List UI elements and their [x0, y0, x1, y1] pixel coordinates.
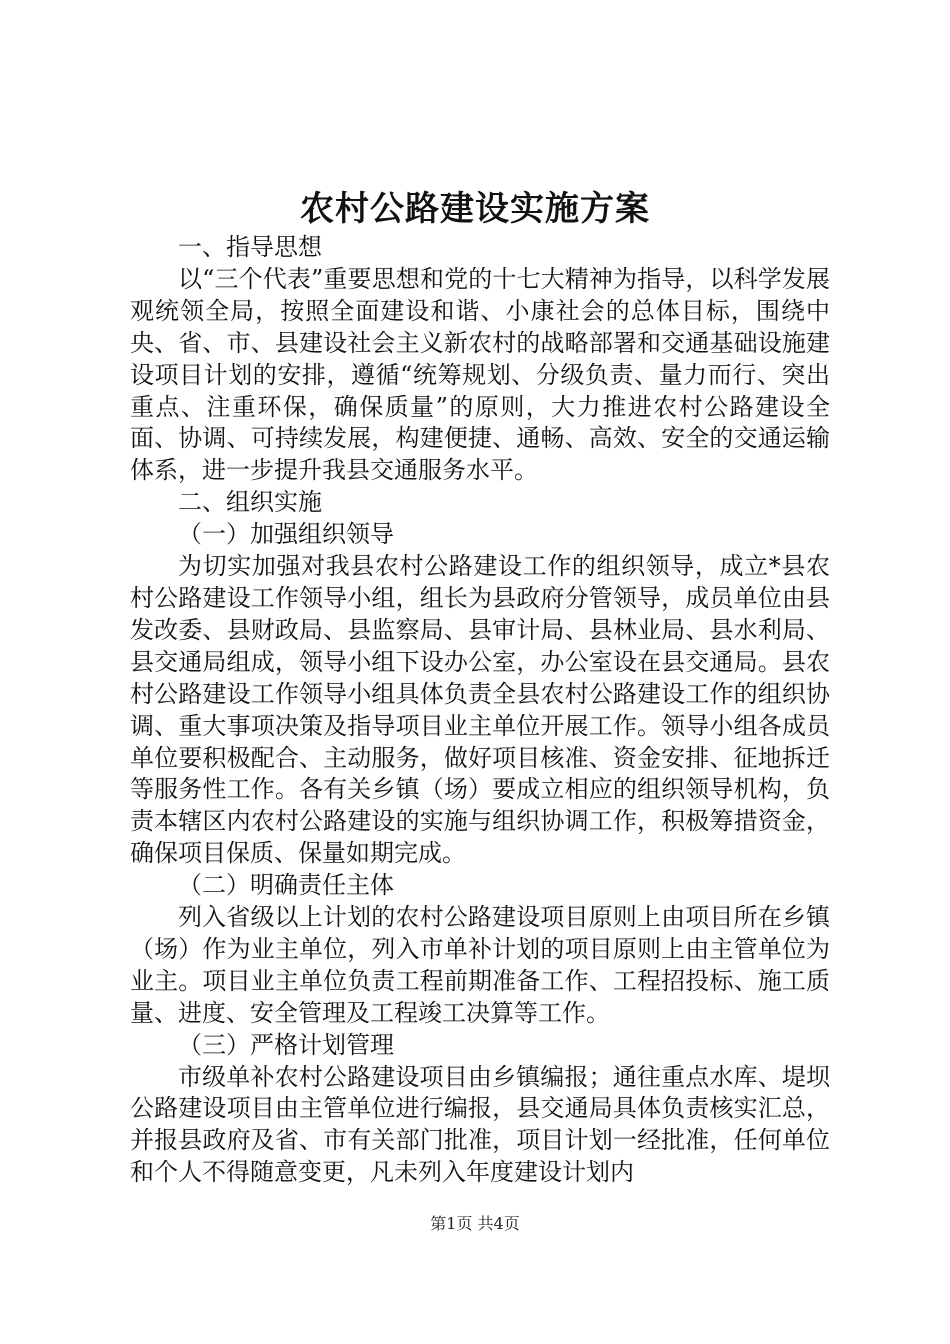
paragraph-plan-management: 市级单补农村公路建设项目由乡镇编报；通往重点水库、堤坝公路建设项目由主管单位进行编报，县交通局具体负责核实汇总，并报县政府及省、市有关部门批准，项目计划一经批准，任何单位和个人不得随意变更，凡未列入年度建设计划内 — [130, 1062, 830, 1187]
subheading-responsibility: （二）明确责任主体 — [178, 871, 394, 900]
document-body — [130, 232, 830, 1189]
paragraph-responsibility: 列入省级以上计划的农村公路建设项目原则上由项目所在乡镇（场）作为业主单位，列入市单补计划的项目原则上由主管单位为业主。项目业主单位负责工程前期准备工作、工程招投标、施工质量、进度、安全管理及工程竣工决算等工作。 — [130, 903, 830, 1027]
page-footer: 第1页 共4页 — [430, 1214, 520, 1233]
subheading-leadership: （一）加强组织领导 — [178, 520, 394, 549]
section-heading-organization: 二、组织实施 — [178, 488, 322, 517]
document-title: 农村公路建设实施方案 — [300, 189, 650, 229]
section-heading-guiding-ideology: 一、指导思想 — [178, 233, 322, 261]
paragraph-leadership: 为切实加强对我县农村公路建设工作的组织领导，成立*县农村公路建设工作领导小组，组长为县政府分管领导，成员单位由县发改委、县财政局、县监察局、县审计局、县林业局、县水利局、县交通局组成，领导小组下设办公室，办公室设在县交通局。县农村公路建设工作领导小组具体负责全县农村公路建设工作的组织协调、重大事项决策及指导项目业主单位开展工作。领导小组各成员单位要积极配合、主动服务，做好项目核准、资金安排、征地拆迁等服务性工作。各有关乡镇（场）要成立相应的组织领导机构，负责本辖区内农村公路建设的实施与组织协调工作，积极筹措资金，确保项目保质、保量如期完成。 — [130, 552, 830, 868]
subheading-plan-management: （三）严格计划管理 — [178, 1030, 394, 1059]
paragraph-guiding-ideology: 以“三个代表”重要思想和党的十七大精神为指导，以科学发展观统领全局，按照全面建设和谐、小康社会的总体目标，围绕中央、省、市、县建设社会主义新农村的战略部署和交通基础设施建设项目计划的安排，遵循“统筹规划、分级负责、量力而行、突出重点、注重环保，确保质量”的原则，大力推进农村公路建设全面、协调、可持续发展，构建便捷、通畅、高效、安全的交通运输体系，进一步提升我县交通服务水平。 — [130, 264, 830, 485]
